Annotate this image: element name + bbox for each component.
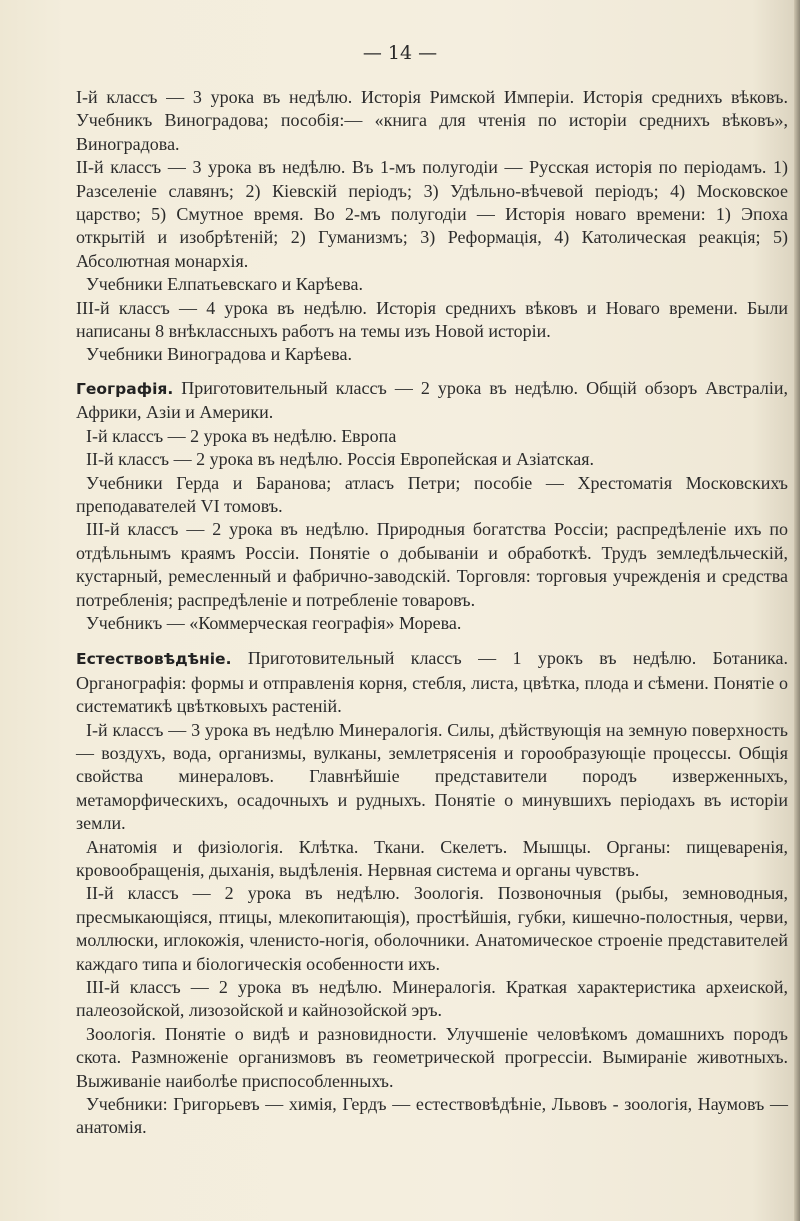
geography-heading: Географія. bbox=[76, 379, 174, 398]
history-paragraph-3: Учебники Елпатьевскаго и Карѣева. bbox=[86, 274, 363, 295]
science-paragraph-5: III-й классъ — 2 урока въ недѣлю. Минералогія. Краткая характеристика археиской, палеозойской, лизозойской и кайнозойской эръ. bbox=[76, 977, 788, 1021]
geography-paragraph-3: II-й классъ — 2 урока въ недѣлю. Россія Европейская и Азіатская. bbox=[86, 449, 595, 470]
science-paragraph-1 bbox=[76, 647, 788, 718]
science-paragraph-6: Зоологія. Понятіе о видѣ и разновидности. Улучшеніе человѣкомъ домашнихъ породъ скота. Размноженіе организмовъ въ геометрической прогрессіи. Вымираніе животныхъ. Выживаніе наиболѣе приспособленныхъ. bbox=[76, 1023, 788, 1091]
history-paragraph-4: III-й классъ — 4 урока въ недѣлю. Исторія среднихъ вѣковъ и Новаго времени. Были написаны 8 внѣклассныхъ работъ на темы изъ Новой исторіи. bbox=[76, 297, 788, 342]
science-paragraph-2: I-й классъ — 3 урока въ недѣлю Минералогія. Силы, дѣйствующія на земную поверхность — воздухъ, вода, организмы, вулканы, землетрясенія и горообразующіе процессы. Общія свойства минераловъ. Главнѣйшіе представители породъ изверженныхъ, метаморфическихъ, осадочныхъ и рудныхъ. Понятіе о минувшихъ періодахъ въ исторіи земли. bbox=[76, 719, 788, 834]
geography-paragraph-4: Учебники Герда и Баранова; атласъ Петри; пособіе — Хрестоматія Московскихъ преподавателей VI томовъ. bbox=[76, 472, 788, 516]
science-heading: Естествовѣдѣніе. bbox=[76, 650, 232, 669]
science-paragraph-3: Анатомія и физіологія. Клѣтка. Ткани. Скелетъ. Мышцы. Органы: пищеваренія, кровообращенія, дыханія, выдѣленія. Нервная система и органы чувствъ. bbox=[76, 836, 788, 880]
geography-paragraph-1 bbox=[76, 377, 788, 425]
history-paragraph-2: II-й классъ — 3 урока въ недѣлю. Въ 1-мъ полугодіи — Русская исторія по періодамъ. 1) Разселеніе славянъ; 2) Кіевскій періодъ; 3) Удѣльно-вѣчевой періодъ; 4) Московское царство; 5) Смутное время. Во 2-мъ полугодіи — Исторія новаго времени: 1) Эпоха открытій и изобрѣтеній; 2) Гуманизмъ; 3) Реформація, 4) Католическая реакція; 5) Абсолютная монархія. bbox=[76, 157, 788, 271]
history-paragraph-1: I-й классъ — 3 урока въ недѣлю. Исторія Римской Имперіи. Исторія среднихъ вѣковъ. Учебникъ Виноградова; пособія:— «книга для чтенія по исторіи среднихъ вѣковъ», Виноградова. bbox=[76, 87, 788, 154]
page-body bbox=[76, 86, 788, 1140]
geography-paragraph-2: I-й классъ — 2 урока въ недѣлю. Европа bbox=[86, 425, 397, 446]
geography-paragraph-5: III-й классъ — 2 урока въ недѣлю. Природныя богатства Россіи; распредѣленіе ихъ по отдѣльнымъ краямъ Россіи. Понятіе о добываніи и обработкѣ. Трудъ земледѣльческій, кустарный, ремесленный и фабрично-заводскій. Торговля: торговыя учрежденія и средства потребленія; распредѣленіе и потребленіе товаровъ. bbox=[76, 519, 788, 610]
geography-intro-text: Приготовительный классъ — 2 урока въ недѣлю. Общій обзоръ Австраліи, Африки, Азіи и Америки. bbox=[76, 377, 788, 423]
page-number: — 14 — bbox=[362, 42, 438, 64]
science-paragraph-4: II-й классъ — 2 урока въ недѣлю. Зоологія. Позвоночныя (рыбы, земноводныя, пресмыкающіяся, птицы, млекопитающія), простѣйшія, губки, кишечно-полостныя, черви, моллюски, иглокожія, членисто-ногія, оболочники. Анатомическое строеніе представителей каждаго типа и біологическія особенности ихъ. bbox=[76, 883, 788, 974]
history-paragraph-5: Учебники Виноградова и Карѣева. bbox=[86, 344, 353, 365]
science-intro-text: Приготовительный классъ — 1 урокъ въ недѣлю. Ботаника. Органографія: формы и отправленія корня, стебля, листа, цвѣтка, плода и сѣмени. Понятіе о систематикѣ цвѣтковыхъ растеній. bbox=[76, 648, 788, 717]
science-paragraph-7: Учебники: Григорьевъ — химія, Гердъ — естествовѣдѣніе, Львовъ - зоологія, Наумовъ — анатомія. bbox=[76, 1094, 788, 1138]
page-edge-shadow bbox=[794, 0, 800, 1221]
geography-paragraph-6: Учебникъ — «Коммерческая географія» Морева. bbox=[86, 612, 462, 633]
